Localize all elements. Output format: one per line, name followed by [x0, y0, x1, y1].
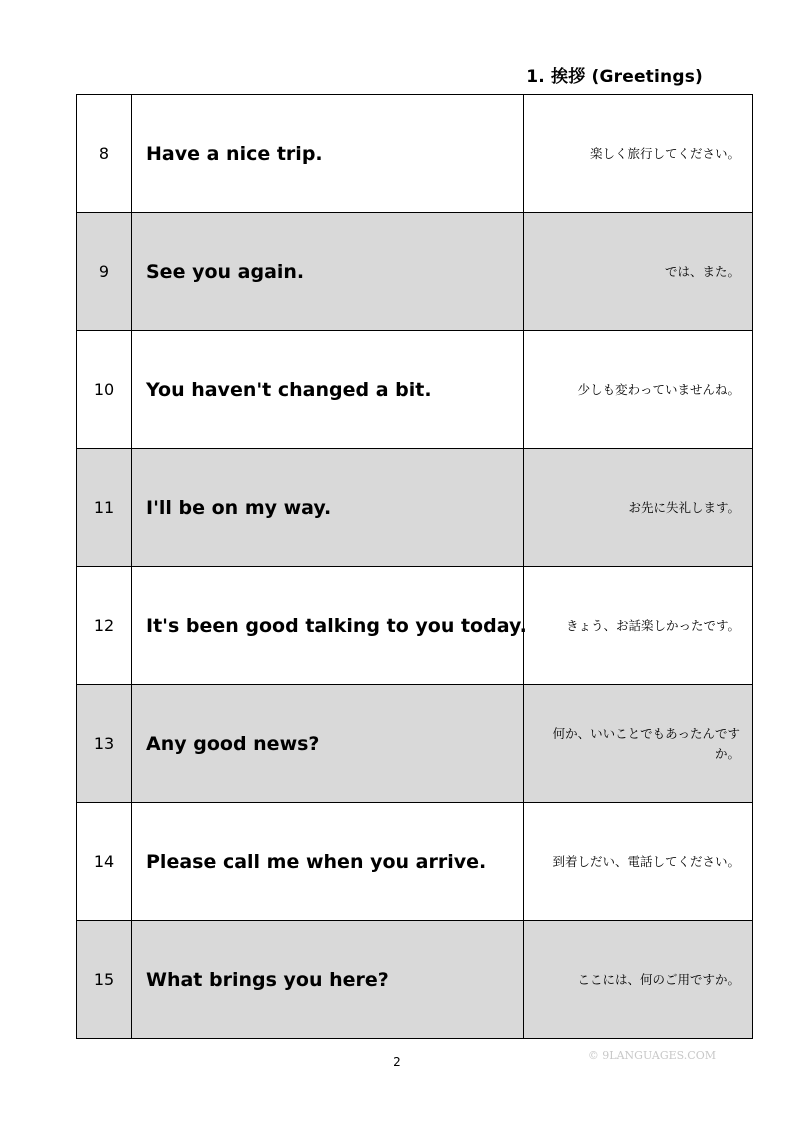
english-phrase: Please call me when you arrive.: [132, 803, 524, 921]
english-phrase: I'll be on my way.: [132, 449, 524, 567]
english-phrase: It's been good talking to you today.: [132, 567, 524, 685]
row-number: 10: [77, 331, 132, 449]
english-phrase: See you again.: [132, 213, 524, 331]
table-row: [77, 567, 753, 685]
table-row: [77, 449, 753, 567]
table-row: [77, 921, 753, 1039]
japanese-phrase: 楽しく旅行してください。: [524, 95, 753, 213]
table-row: [77, 803, 753, 921]
row-number: 15: [77, 921, 132, 1039]
table-row: [77, 95, 753, 213]
english-phrase: You haven't changed a bit.: [132, 331, 524, 449]
english-phrase: Have a nice trip.: [132, 95, 524, 213]
japanese-phrase: 到着しだい、電話してください。: [524, 803, 753, 921]
table-row: [77, 213, 753, 331]
watermark: © 9LANGUAGES.COM: [587, 1049, 716, 1062]
row-number: 14: [77, 803, 132, 921]
japanese-phrase: お先に失礼します。: [524, 449, 753, 567]
japanese-phrase: ここには、何のご用ですか。: [524, 921, 753, 1039]
english-phrase: Any good news?: [132, 685, 524, 803]
row-number: 13: [77, 685, 132, 803]
phrase-table: [76, 94, 753, 1039]
japanese-phrase: では、また。: [524, 213, 753, 331]
row-number: 8: [77, 95, 132, 213]
table-row: [77, 685, 753, 803]
japanese-phrase: 少しも変わっていませんね。: [524, 331, 753, 449]
row-number: 9: [77, 213, 132, 331]
table-row: [77, 331, 753, 449]
japanese-phrase: きょう、お話楽しかったです。: [524, 567, 753, 685]
row-number: 11: [77, 449, 132, 567]
page-number: 2: [393, 1055, 401, 1069]
english-phrase: What brings you here?: [132, 921, 524, 1039]
japanese-phrase: 何か、いいことでもあったんですか。: [524, 685, 753, 803]
section-title: 1. 挨拶 (Greetings): [526, 67, 703, 87]
row-number: 12: [77, 567, 132, 685]
